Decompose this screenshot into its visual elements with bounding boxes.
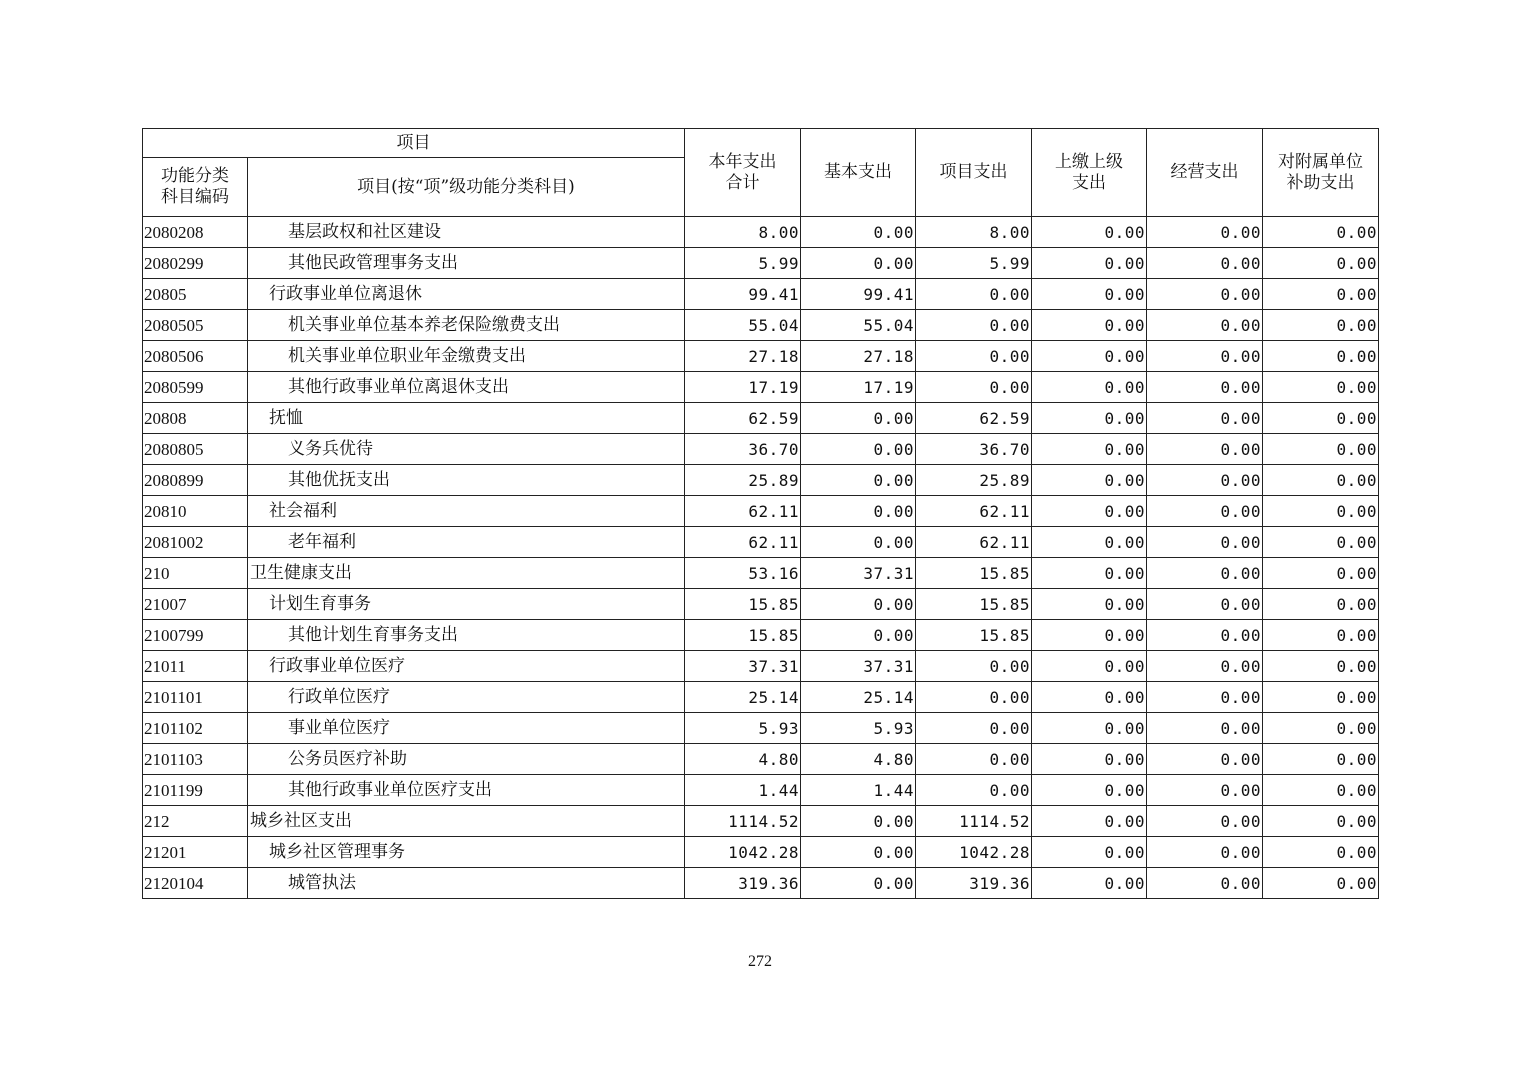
cell-basic: 0.00 — [801, 217, 916, 248]
cell-upper: 0.00 — [1032, 713, 1147, 744]
table-row — [143, 806, 1379, 837]
page-number: 272 — [748, 953, 772, 970]
cell-code: 20805 — [143, 279, 248, 310]
cell-name: 其他计划生育事务支出 — [248, 620, 685, 651]
cell-code: 2101102 — [143, 713, 248, 744]
cell-total: 5.99 — [685, 248, 801, 279]
cell-basic: 0.00 — [801, 837, 916, 868]
cell-total: 62.59 — [685, 403, 801, 434]
cell-total: 99.41 — [685, 279, 801, 310]
cell-code: 20808 — [143, 403, 248, 434]
cell-business: 0.00 — [1147, 651, 1263, 682]
cell-subsidy: 0.00 — [1263, 527, 1379, 558]
cell-project: 0.00 — [916, 713, 1032, 744]
cell-project: 0.00 — [916, 651, 1032, 682]
cell-project: 0.00 — [916, 279, 1032, 310]
cell-total: 8.00 — [685, 217, 801, 248]
cell-project: 0.00 — [916, 341, 1032, 372]
cell-basic: 0.00 — [801, 248, 916, 279]
cell-business: 0.00 — [1147, 434, 1263, 465]
cell-name: 基层政权和社区建设 — [248, 217, 685, 248]
cell-code: 2080899 — [143, 465, 248, 496]
cell-upper: 0.00 — [1032, 868, 1147, 899]
cell-total: 36.70 — [685, 434, 801, 465]
cell-upper: 0.00 — [1032, 496, 1147, 527]
cell-total: 25.89 — [685, 465, 801, 496]
cell-subsidy: 0.00 — [1263, 713, 1379, 744]
header-project-expenditure: 项目支出 — [916, 129, 1032, 217]
cell-name: 城管执法 — [248, 868, 685, 899]
cell-project: 15.85 — [916, 620, 1032, 651]
cell-subsidy: 0.00 — [1263, 558, 1379, 589]
cell-code: 2101101 — [143, 682, 248, 713]
cell-upper: 0.00 — [1032, 279, 1147, 310]
cell-subsidy: 0.00 — [1263, 806, 1379, 837]
cell-name: 公务员医疗补助 — [248, 744, 685, 775]
cell-project: 5.99 — [916, 248, 1032, 279]
cell-total: 1114.52 — [685, 806, 801, 837]
cell-upper: 0.00 — [1032, 310, 1147, 341]
table-row — [143, 310, 1379, 341]
cell-upper: 0.00 — [1032, 558, 1147, 589]
table-row — [143, 341, 1379, 372]
cell-name: 其他行政事业单位离退休支出 — [248, 372, 685, 403]
cell-subsidy: 0.00 — [1263, 868, 1379, 899]
cell-total: 1.44 — [685, 775, 801, 806]
cell-subsidy: 0.00 — [1263, 434, 1379, 465]
cell-business: 0.00 — [1147, 868, 1263, 899]
cell-code: 2080805 — [143, 434, 248, 465]
cell-upper: 0.00 — [1032, 837, 1147, 868]
cell-business: 0.00 — [1147, 713, 1263, 744]
table-row — [143, 279, 1379, 310]
cell-upper: 0.00 — [1032, 744, 1147, 775]
table-row — [143, 713, 1379, 744]
cell-business: 0.00 — [1147, 837, 1263, 868]
cell-code: 2100799 — [143, 620, 248, 651]
cell-business: 0.00 — [1147, 310, 1263, 341]
cell-project: 0.00 — [916, 775, 1032, 806]
cell-total: 27.18 — [685, 341, 801, 372]
table-row — [143, 868, 1379, 899]
table-row — [143, 217, 1379, 248]
cell-total: 25.14 — [685, 682, 801, 713]
cell-name: 卫生健康支出 — [248, 558, 685, 589]
table-row — [143, 496, 1379, 527]
cell-upper: 0.00 — [1032, 217, 1147, 248]
cell-project: 36.70 — [916, 434, 1032, 465]
table-row — [143, 744, 1379, 775]
budget-expenditure-table — [142, 128, 1379, 899]
header-total: 本年支出 合计 — [685, 129, 801, 217]
cell-business: 0.00 — [1147, 496, 1263, 527]
cell-project: 62.59 — [916, 403, 1032, 434]
cell-code: 2080599 — [143, 372, 248, 403]
cell-project: 62.11 — [916, 527, 1032, 558]
cell-project: 0.00 — [916, 372, 1032, 403]
cell-subsidy: 0.00 — [1263, 341, 1379, 372]
cell-project: 0.00 — [916, 682, 1032, 713]
header-project: 项目 — [143, 129, 685, 158]
cell-name: 老年福利 — [248, 527, 685, 558]
cell-upper: 0.00 — [1032, 372, 1147, 403]
cell-name: 城乡社区支出 — [248, 806, 685, 837]
cell-basic: 25.14 — [801, 682, 916, 713]
cell-upper: 0.00 — [1032, 527, 1147, 558]
cell-total: 55.04 — [685, 310, 801, 341]
table-row — [143, 682, 1379, 713]
cell-business: 0.00 — [1147, 589, 1263, 620]
table-row — [143, 837, 1379, 868]
cell-code: 2080506 — [143, 341, 248, 372]
cell-upper: 0.00 — [1032, 589, 1147, 620]
cell-project: 15.85 — [916, 558, 1032, 589]
cell-subsidy: 0.00 — [1263, 217, 1379, 248]
cell-total: 37.31 — [685, 651, 801, 682]
cell-code: 210 — [143, 558, 248, 589]
cell-subsidy: 0.00 — [1263, 837, 1379, 868]
cell-subsidy: 0.00 — [1263, 372, 1379, 403]
cell-total: 17.19 — [685, 372, 801, 403]
cell-name: 其他民政管理事务支出 — [248, 248, 685, 279]
cell-subsidy: 0.00 — [1263, 620, 1379, 651]
cell-total: 62.11 — [685, 527, 801, 558]
table-row — [143, 589, 1379, 620]
cell-name: 义务兵优待 — [248, 434, 685, 465]
table-row — [143, 403, 1379, 434]
header-upper: 上缴上级 支出 — [1032, 129, 1147, 217]
cell-total: 5.93 — [685, 713, 801, 744]
cell-code: 21007 — [143, 589, 248, 620]
cell-code: 2101199 — [143, 775, 248, 806]
cell-project: 1114.52 — [916, 806, 1032, 837]
cell-business: 0.00 — [1147, 403, 1263, 434]
cell-basic: 0.00 — [801, 465, 916, 496]
cell-business: 0.00 — [1147, 744, 1263, 775]
header-basic: 基本支出 — [801, 129, 916, 217]
cell-business: 0.00 — [1147, 279, 1263, 310]
cell-total: 62.11 — [685, 496, 801, 527]
cell-code: 212 — [143, 806, 248, 837]
cell-basic: 0.00 — [801, 403, 916, 434]
cell-basic: 37.31 — [801, 558, 916, 589]
cell-project: 0.00 — [916, 310, 1032, 341]
cell-subsidy: 0.00 — [1263, 465, 1379, 496]
cell-upper: 0.00 — [1032, 682, 1147, 713]
cell-total: 4.80 — [685, 744, 801, 775]
cell-basic: 55.04 — [801, 310, 916, 341]
cell-upper: 0.00 — [1032, 651, 1147, 682]
cell-basic: 0.00 — [801, 589, 916, 620]
cell-upper: 0.00 — [1032, 341, 1147, 372]
cell-business: 0.00 — [1147, 620, 1263, 651]
cell-name: 行政事业单位医疗 — [248, 651, 685, 682]
cell-total: 319.36 — [685, 868, 801, 899]
cell-project: 15.85 — [916, 589, 1032, 620]
cell-upper: 0.00 — [1032, 403, 1147, 434]
cell-upper: 0.00 — [1032, 775, 1147, 806]
cell-business: 0.00 — [1147, 558, 1263, 589]
cell-name: 其他行政事业单位医疗支出 — [248, 775, 685, 806]
cell-project: 1042.28 — [916, 837, 1032, 868]
cell-code: 2101103 — [143, 744, 248, 775]
table-row — [143, 465, 1379, 496]
cell-basic: 99.41 — [801, 279, 916, 310]
cell-project: 25.89 — [916, 465, 1032, 496]
cell-code: 20810 — [143, 496, 248, 527]
cell-name: 机关事业单位职业年金缴费支出 — [248, 341, 685, 372]
cell-basic: 0.00 — [801, 868, 916, 899]
header-subsidy: 对附属单位 补助支出 — [1263, 129, 1379, 217]
cell-code: 21201 — [143, 837, 248, 868]
cell-subsidy: 0.00 — [1263, 744, 1379, 775]
cell-subsidy: 0.00 — [1263, 279, 1379, 310]
cell-subsidy: 0.00 — [1263, 651, 1379, 682]
cell-subsidy: 0.00 — [1263, 589, 1379, 620]
cell-name: 城乡社区管理事务 — [248, 837, 685, 868]
cell-name: 行政事业单位离退休 — [248, 279, 685, 310]
cell-project: 62.11 — [916, 496, 1032, 527]
cell-total: 53.16 — [685, 558, 801, 589]
cell-name: 机关事业单位基本养老保险缴费支出 — [248, 310, 685, 341]
cell-basic: 5.93 — [801, 713, 916, 744]
cell-business: 0.00 — [1147, 527, 1263, 558]
table-row — [143, 248, 1379, 279]
header-code: 功能分类 科目编码 — [143, 158, 248, 217]
cell-basic: 0.00 — [801, 496, 916, 527]
cell-code: 2080505 — [143, 310, 248, 341]
cell-project: 319.36 — [916, 868, 1032, 899]
cell-total: 15.85 — [685, 620, 801, 651]
cell-total: 1042.28 — [685, 837, 801, 868]
cell-subsidy: 0.00 — [1263, 496, 1379, 527]
cell-business: 0.00 — [1147, 341, 1263, 372]
cell-subsidy: 0.00 — [1263, 403, 1379, 434]
cell-name: 计划生育事务 — [248, 589, 685, 620]
cell-basic: 0.00 — [801, 620, 916, 651]
table-row — [143, 620, 1379, 651]
table-row — [143, 775, 1379, 806]
cell-basic: 37.31 — [801, 651, 916, 682]
cell-code: 2080299 — [143, 248, 248, 279]
cell-upper: 0.00 — [1032, 806, 1147, 837]
header-name: 项目(按“项”级功能分类科目) — [248, 158, 685, 217]
cell-basic: 0.00 — [801, 434, 916, 465]
cell-business: 0.00 — [1147, 248, 1263, 279]
cell-upper: 0.00 — [1032, 620, 1147, 651]
cell-project: 8.00 — [916, 217, 1032, 248]
table-row — [143, 558, 1379, 589]
table-row — [143, 651, 1379, 682]
cell-business: 0.00 — [1147, 806, 1263, 837]
cell-code: 2081002 — [143, 527, 248, 558]
cell-name: 社会福利 — [248, 496, 685, 527]
header-business: 经营支出 — [1147, 129, 1263, 217]
cell-upper: 0.00 — [1032, 434, 1147, 465]
cell-upper: 0.00 — [1032, 465, 1147, 496]
cell-name: 其他优抚支出 — [248, 465, 685, 496]
table-row — [143, 434, 1379, 465]
cell-name: 抚恤 — [248, 403, 685, 434]
cell-basic: 0.00 — [801, 527, 916, 558]
cell-name: 事业单位医疗 — [248, 713, 685, 744]
cell-total: 15.85 — [685, 589, 801, 620]
cell-basic: 4.80 — [801, 744, 916, 775]
cell-code: 2120104 — [143, 868, 248, 899]
cell-basic: 0.00 — [801, 806, 916, 837]
cell-code: 2080208 — [143, 217, 248, 248]
cell-business: 0.00 — [1147, 372, 1263, 403]
cell-business: 0.00 — [1147, 465, 1263, 496]
table-row — [143, 527, 1379, 558]
cell-upper: 0.00 — [1032, 248, 1147, 279]
cell-name: 行政单位医疗 — [248, 682, 685, 713]
cell-business: 0.00 — [1147, 217, 1263, 248]
cell-code: 21011 — [143, 651, 248, 682]
table-body — [143, 217, 1379, 899]
cell-basic: 27.18 — [801, 341, 916, 372]
cell-project: 0.00 — [916, 744, 1032, 775]
cell-basic: 1.44 — [801, 775, 916, 806]
cell-subsidy: 0.00 — [1263, 248, 1379, 279]
cell-subsidy: 0.00 — [1263, 682, 1379, 713]
cell-subsidy: 0.00 — [1263, 775, 1379, 806]
cell-business: 0.00 — [1147, 682, 1263, 713]
cell-business: 0.00 — [1147, 775, 1263, 806]
cell-basic: 17.19 — [801, 372, 916, 403]
table-row — [143, 372, 1379, 403]
cell-subsidy: 0.00 — [1263, 310, 1379, 341]
